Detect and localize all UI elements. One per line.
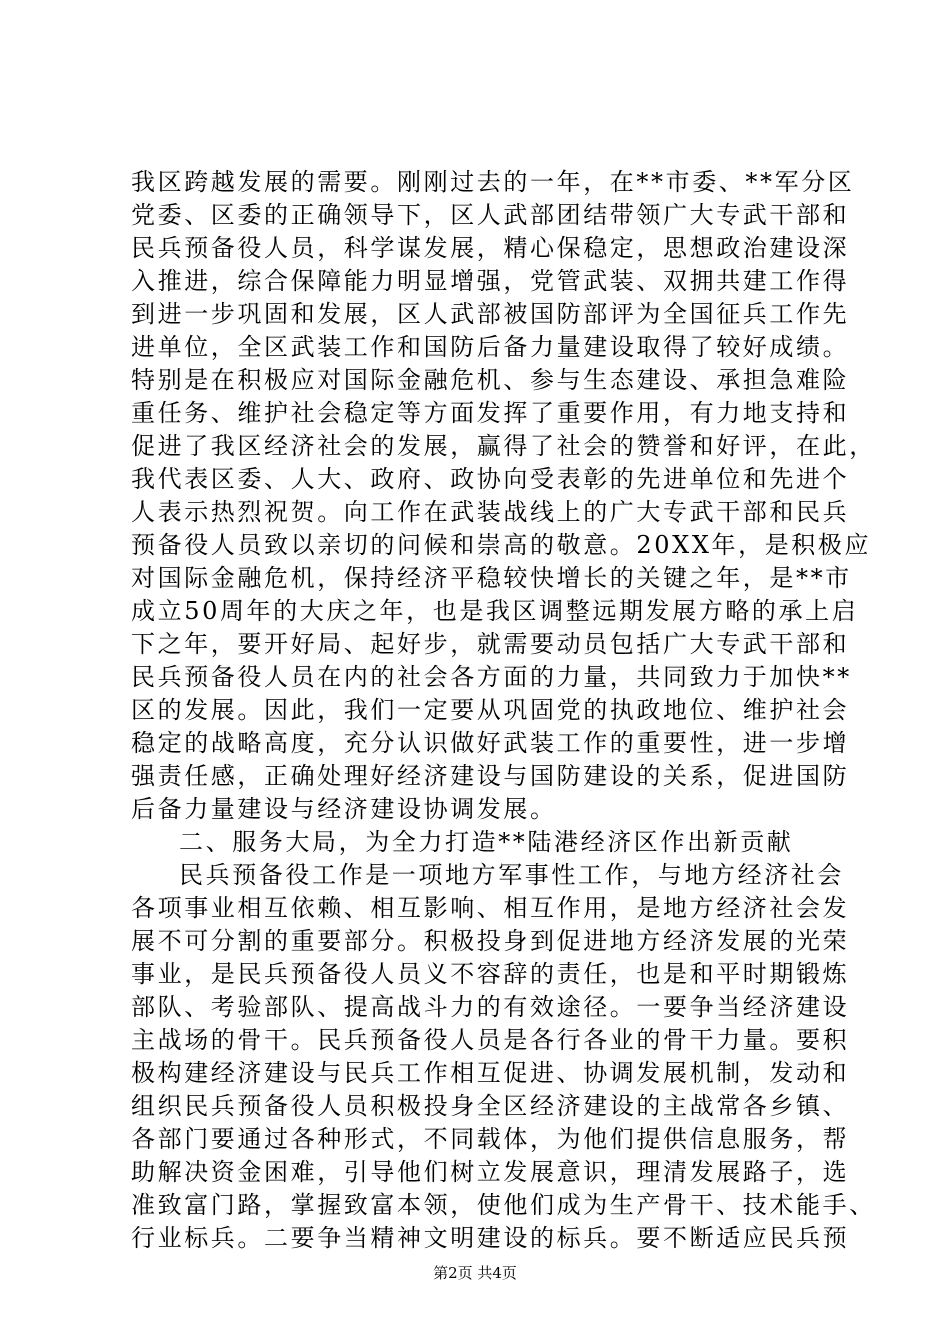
paragraph-line: 下之年，要开好局、起好步，就需要动员包括广大专武干部和 [131, 630, 850, 658]
paragraph-line: 稳定的战略高度，充分认识做好武装工作的重要性，进一步增 [131, 729, 850, 757]
paragraph-line: 促进了我区经济社会的发展，赢得了社会的赞誉和好评，在此， [131, 432, 876, 460]
paragraph-line: 进单位，全区武装工作和国防后备力量建设取得了较好成绩。 [131, 333, 850, 361]
paragraph-line: 部队、考验部队、提高战斗力的有效途径。一要争当经济建设 [131, 993, 850, 1021]
paragraph-line: 各部门要通过各种形式，不同载体，为他们提供信息服务，帮 [131, 1125, 850, 1153]
paragraph-line: 各项事业相互依赖、相互影响、相互作用，是地方经济社会发 [131, 894, 850, 922]
paragraph-line: 我代表区委、人大、政府、政协向受表彰的先进单位和先进个 [131, 465, 850, 493]
paragraph-line: 事业，是民兵预备役人员义不容辞的责任，也是和平时期锻炼 [131, 960, 850, 988]
page-number-footer: 第2页 共4页 [433, 1264, 517, 1282]
paragraph-line: 助解决资金困难，引导他们树立发展意识，理清发展路子，选 [131, 1158, 850, 1186]
paragraph-line: 极构建经济建设与民兵工作相互促进、协调发展机制，发动和 [131, 1059, 850, 1087]
paragraph-line: 人表示热烈祝贺。向工作在武装战线上的广大专武干部和民兵 [131, 498, 850, 526]
paragraph-line: 行业标兵。二要争当精神文明建设的标兵。要不断适应民兵预 [131, 1224, 850, 1252]
paragraph-line: 后备力量建设与经济建设协调发展。 [131, 795, 557, 823]
paragraph-line: 组织民兵预备役人员积极投身全区经济建设的主战常各乡镇、 [131, 1092, 850, 1120]
paragraph-line: 对国际金融危机，保持经济平稳较快增长的关键之年，是**市 [131, 564, 852, 592]
paragraph-line: 展不可分割的重要部分。积极投身到促进地方经济发展的光荣 [131, 927, 850, 955]
paragraph-line: 民兵预备役工作是一项地方军事性工作，与地方经济社会 [179, 861, 844, 889]
paragraph-line: 准致富门路，掌握致富本领，使他们成为生产骨干、技术能手、 [131, 1191, 876, 1219]
paragraph-line: 成立50周年的大庆之年，也是我区调整远期发展方略的承上启 [131, 597, 859, 625]
paragraph-line: 入推进，综合保障能力明显增强，党管武装、双拥共建工作得 [131, 267, 850, 295]
paragraph-line: 民兵预备役人员在内的社会各方面的力量，共同致力于加快** [131, 663, 852, 691]
section-heading: 二、服务大局，为全力打造**陆港经济区作出新贡献 [179, 828, 794, 856]
paragraph-line: 特别是在积极应对国际金融危机、参与生态建设、承担急难险 [131, 366, 850, 394]
paragraph-line: 预备役人员致以亲切的问候和崇高的敬意。20XX年，是积极应 [131, 531, 872, 559]
paragraph-line: 区的发展。因此，我们一定要从巩固党的执政地位、维护社会 [131, 696, 850, 724]
paragraph-line: 我区跨越发展的需要。刚刚过去的一年，在**市委、**军分区 [131, 168, 855, 196]
paragraph-line: 党委、区委的正确领导下，区人武部团结带领广大专武干部和 [131, 201, 850, 229]
paragraph-line: 主战场的骨干。民兵预备役人员是各行各业的骨干力量。要积 [131, 1026, 850, 1054]
paragraph-line: 重任务、维护社会稳定等方面发挥了重要作用，有力地支持和 [131, 399, 850, 427]
paragraph-line: 民兵预备役人员，科学谋发展，精心保稳定，思想政治建设深 [131, 234, 850, 262]
paragraph-line: 强责任感，正确处理好经济建设与国防建设的关系，促进国防 [131, 762, 850, 790]
paragraph-line: 到进一步巩固和发展，区人武部被国防部评为全国征兵工作先 [131, 300, 850, 328]
document-body [131, 166, 876, 1255]
